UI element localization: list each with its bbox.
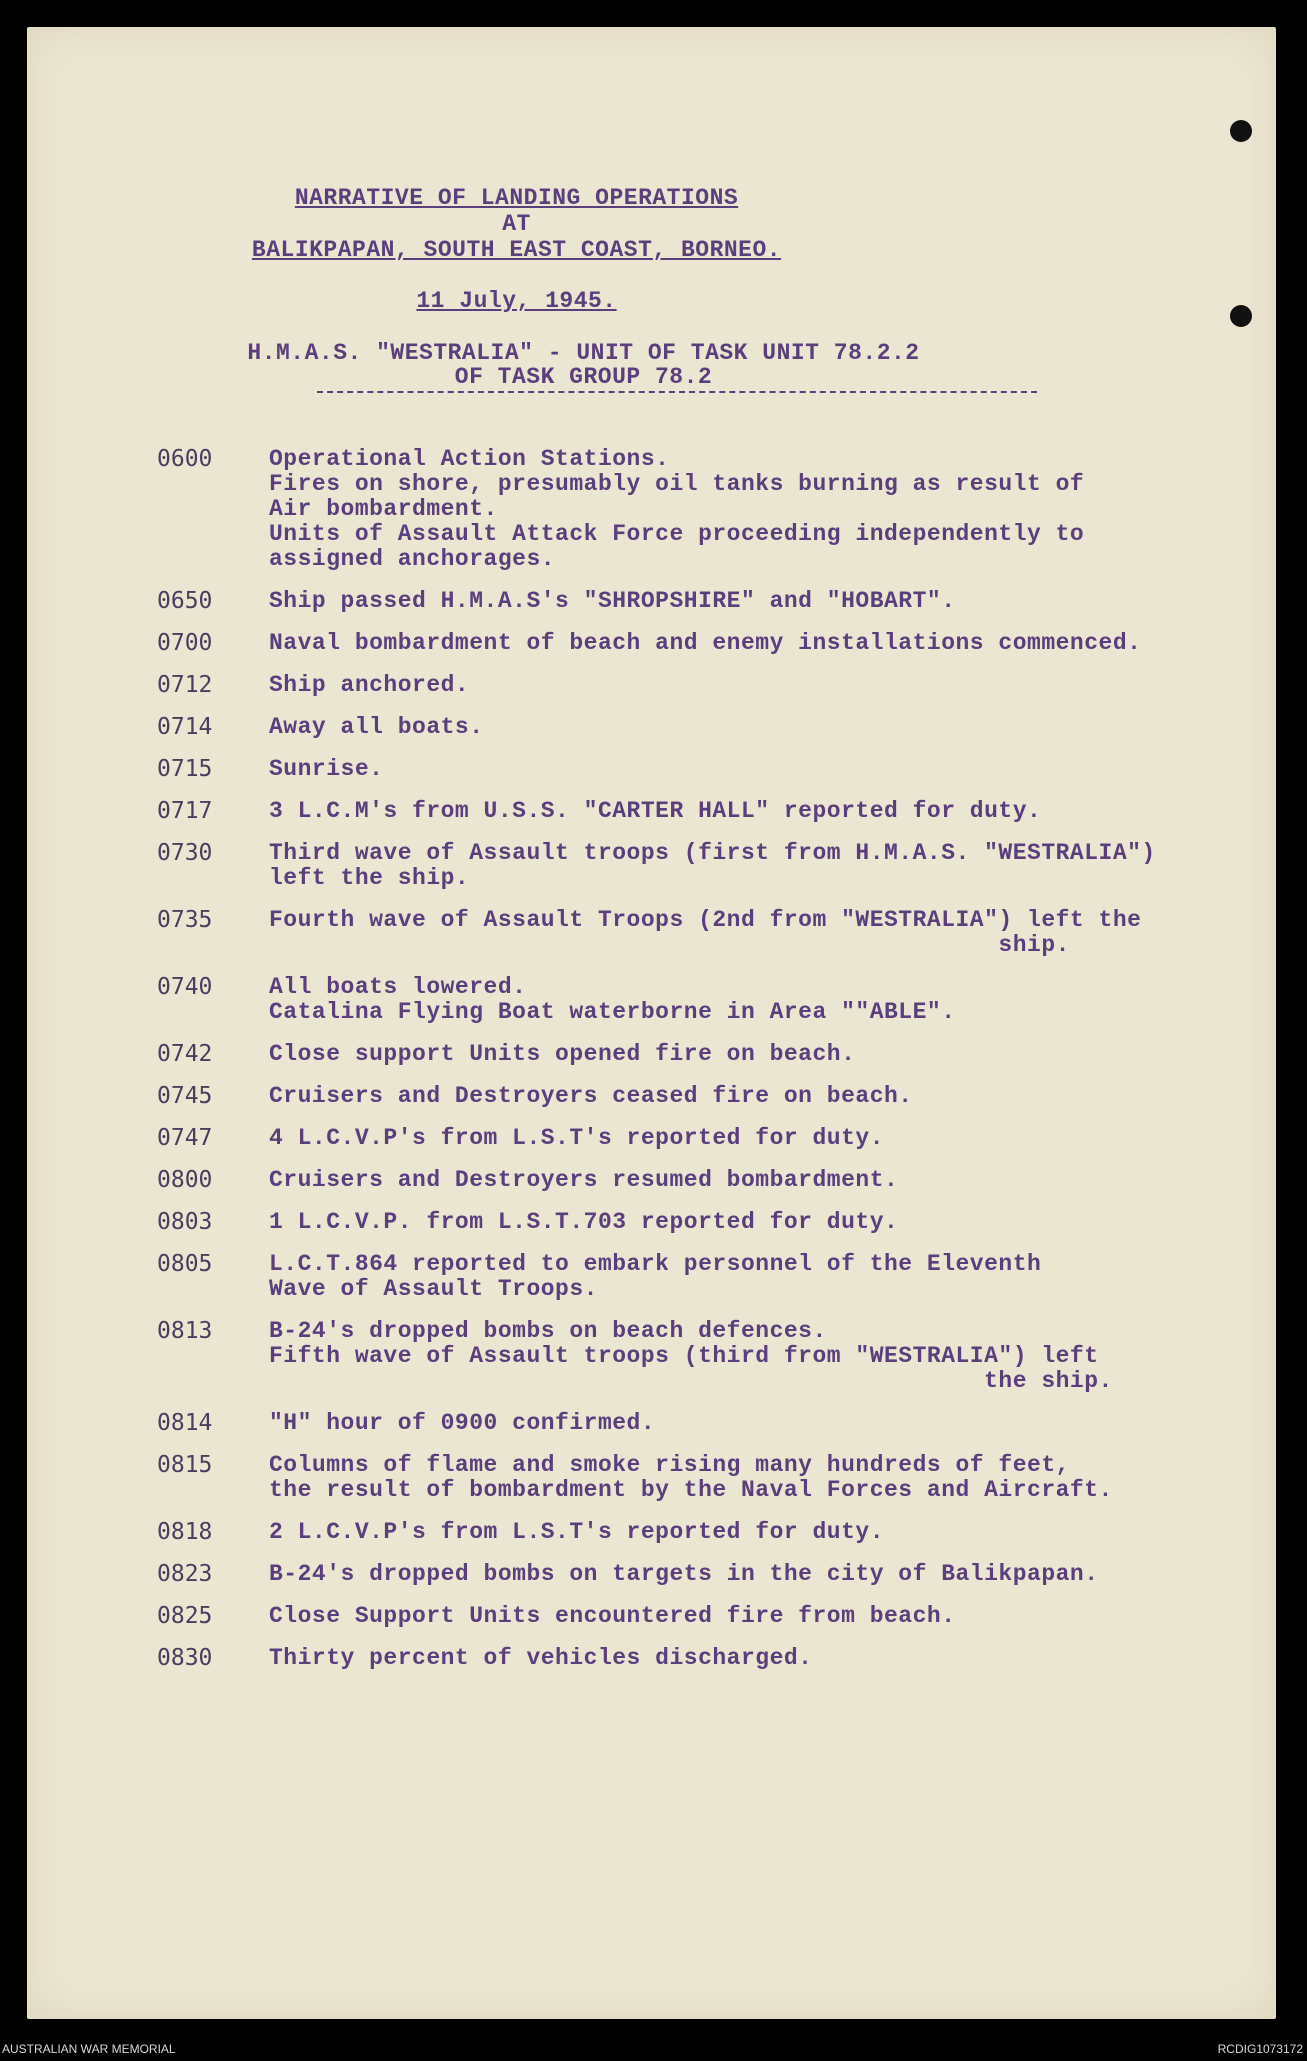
entry-line: Air bombardment. [269,496,498,522]
entry-line: 2 L.C.V.P's from L.S.T's reported for duty. [269,1519,884,1545]
entry-time: 0715 [157,756,213,782]
task-group-heading: OF TASK GROUP 78.2 [454,364,713,390]
punch-hole [1230,305,1252,327]
entry-line: Third wave of Assault troops (first from H.M.A.S. "WESTRALIA") [269,840,1156,866]
log-entry [157,1168,1227,1193]
entry-text [269,1453,1227,1503]
archive-reference: RCDIG1073172 [1217,2042,1303,2056]
log-entry [157,841,1227,891]
entry-text [269,1084,1227,1109]
entry-line: 1 L.C.V.P. from L.S.T.703 reported for duty. [269,1209,899,1235]
log-entry [157,447,1227,572]
archive-credit: AUSTRALIAN WAR MEMORIAL [2,2042,176,2056]
entry-time: 0800 [157,1167,213,1193]
entry-line: the ship. [269,1368,1113,1394]
entry-text [269,1252,1227,1302]
entry-line: Operational Action Stations. [269,446,670,472]
entry-line: Close Support Units encountered fire from beach. [269,1603,956,1629]
entry-text [269,447,1227,572]
entry-text [269,631,1227,656]
log-entry [157,1562,1227,1587]
entry-line: Sunrise. [269,756,384,782]
entry-text [269,757,1227,782]
entry-time: 0730 [157,840,213,866]
entry-time: 0717 [157,798,213,824]
entry-time: 0600 [157,446,213,472]
entry-text [269,589,1227,614]
log-entry [157,1646,1227,1671]
log-entry [157,1084,1227,1109]
entry-text [269,1562,1227,1587]
entry-time: 0714 [157,714,213,740]
entry-line: Catalina Flying Boat waterborne in Area ""ABLE". [269,999,956,1025]
entry-time: 0818 [157,1519,213,1545]
entry-time: 0650 [157,588,213,614]
entry-line: "H" hour of 0900 confirmed. [269,1410,656,1436]
entry-time: 0805 [157,1251,213,1277]
entry-text [269,673,1227,698]
log-entry [157,1126,1227,1151]
entry-text [269,1604,1227,1629]
entry-line: B-24's dropped bombs on targets in the city of Balikpapan. [269,1561,1099,1587]
entry-time: 0740 [157,974,213,1000]
entry-text [269,1646,1227,1671]
entry-line: the result of bombardment by the Naval Forces and Aircraft. [269,1477,1113,1503]
entry-time: 0712 [157,672,213,698]
log-entry [157,1252,1227,1302]
entry-time: 0815 [157,1452,213,1478]
entry-time: 0747 [157,1125,213,1151]
entry-text [269,975,1227,1025]
entry-text [269,715,1227,740]
entry-text [269,799,1227,824]
entry-line: 4 L.C.V.P's from L.S.T's reported for duty. [269,1125,884,1151]
entry-text [269,1126,1227,1151]
entry-line: 3 L.C.M's from U.S.S. "CARTER HALL" reported for duty. [269,798,1042,824]
document-page [27,27,1276,2019]
log-entry [157,757,1227,782]
log-entry [157,1210,1227,1235]
entry-time: 0825 [157,1603,213,1629]
entry-line: Away all boats. [269,714,484,740]
entry-text [269,1319,1227,1394]
document-location: BALIKPAPAN, SOUTH EAST COAST, BORNEO. [251,237,782,263]
log-entry [157,1604,1227,1629]
entry-line: ship. [269,932,1070,958]
entry-text [269,1210,1227,1235]
entry-line: Fifth wave of Assault troops (third from "WESTRALIA") left [269,1343,1099,1369]
entry-text [269,1520,1227,1545]
document-date: 11 July, 1945. [416,288,617,314]
log-entry [157,799,1227,824]
log-entry [157,631,1227,656]
entry-line: left the ship. [269,865,470,891]
log-entries [157,447,1227,1688]
entry-time: 0830 [157,1645,213,1671]
entry-line: Cruisers and Destroyers ceased fire on beach. [269,1083,913,1109]
entry-line: Ship anchored. [269,672,470,698]
entry-line: Wave of Assault Troops. [269,1276,598,1302]
entry-line: Columns of flame and smoke rising many hundreds of feet, [269,1452,1070,1478]
log-entry [157,1319,1227,1394]
log-entry [157,589,1227,614]
entry-time: 0735 [157,907,213,933]
entry-time: 0814 [157,1410,213,1436]
document-title-connector: AT [502,211,531,237]
entry-time: 0803 [157,1209,213,1235]
entry-line: Fires on shore, presumably oil tanks burning as result of [269,471,1085,497]
entry-line: Ship passed H.M.A.S's "SHROPSHIRE" and "HOBART". [269,588,956,614]
entry-line: All boats lowered. [269,974,527,1000]
log-entry [157,908,1227,958]
entry-time: 0742 [157,1041,213,1067]
log-entry [157,975,1227,1025]
log-entry [157,673,1227,698]
entry-line: Units of Assault Attack Force proceeding independently to [269,521,1085,547]
entry-line: Cruisers and Destroyers resumed bombardment. [269,1167,899,1193]
log-entry [157,1520,1227,1545]
log-entry [157,1453,1227,1503]
entry-text [269,1042,1227,1067]
entry-line: Fourth wave of Assault Troops (2nd from "WESTRALIA") left the [269,907,1142,933]
entry-line: Thirty percent of vehicles discharged. [269,1645,813,1671]
entry-time: 0823 [157,1561,213,1587]
entry-text [269,1168,1227,1193]
log-entry [157,715,1227,740]
entry-text [269,1411,1227,1436]
entry-text [269,841,1227,891]
entry-time: 0745 [157,1083,213,1109]
punch-hole [1230,120,1252,142]
entry-line: B-24's dropped bombs on beach defences. [269,1318,827,1344]
entry-time: 0813 [157,1318,213,1344]
document-title: NARRATIVE OF LANDING OPERATIONS [294,185,739,211]
entry-text [269,908,1227,958]
entry-line: L.C.T.864 reported to embark personnel of the Eleventh [269,1251,1042,1277]
entry-line: Naval bombardment of beach and enemy installations commenced. [269,630,1142,656]
heading-divider [317,391,1037,393]
entry-line: Close support Units opened fire on beach. [269,1041,856,1067]
entry-time: 0700 [157,630,213,656]
log-entry [157,1042,1227,1067]
log-entry [157,1411,1227,1436]
entry-line: assigned anchorages. [269,546,556,572]
unit-heading: H.M.A.S. "WESTRALIA" - UNIT OF TASK UNIT 78.2.2 [247,340,920,366]
